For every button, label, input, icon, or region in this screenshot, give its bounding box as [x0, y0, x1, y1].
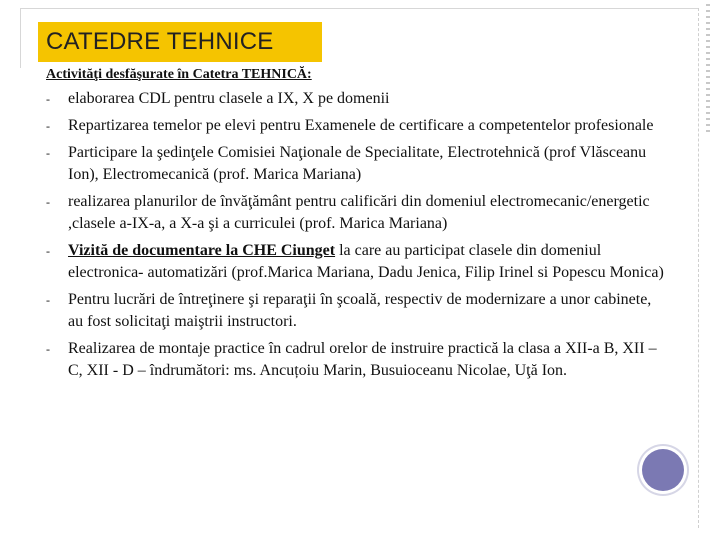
decorative-circle	[642, 449, 684, 491]
decorative-dots	[706, 4, 710, 134]
list-item	[46, 142, 666, 186]
bullet-text: Realizarea de montaje practice în cadrul orelor de instruire practică la clasa a XII-a B, XII – C, XII - D – îndrumători: ms. Ancuțoiu Marin, Busuioceanu Nicolae, Uţă Ion.	[68, 340, 657, 379]
slide-subheading: Activităţi desfăşurate în Catetra TEHNICĂ:	[46, 67, 312, 82]
bullet-marker: -	[46, 244, 50, 258]
list-item	[46, 191, 666, 235]
bullet-text	[68, 240, 666, 284]
list-item	[46, 338, 666, 382]
frame-right-line	[698, 8, 699, 528]
list-item	[46, 240, 666, 284]
list-item	[46, 88, 666, 110]
bullet-text: realizarea planurilor de învăţământ pentru calificări din domeniul electromecanic/energetic ,clasele a-IX-a, a X-a şi a curriculei (prof. Marica Mariana)	[68, 193, 650, 232]
bullet-marker: -	[46, 119, 50, 133]
bullet-text: Participare la şedinţele Comisiei Naţionale de Specialitate, Electrotehnică (prof Vlăsceanu Ion), Electromecanică (prof. Marica Mariana)	[68, 144, 647, 183]
bullet-marker: -	[46, 92, 50, 106]
bullet-text: Pentru lucrări de întreţinere şi reparaţii în şcoală, respectiv de modernizare a unor cabinete, au fost solicitaţi maiştrii instructori.	[68, 291, 652, 330]
frame-left-line	[20, 8, 21, 68]
bullet-text: Repartizarea temelor pe elevi pentru Examenele de certificare a competentelor profesionale	[68, 117, 654, 134]
bullet-marker: -	[46, 342, 50, 356]
list-item	[46, 289, 666, 333]
bullet-emphasis: Vizită de documentare la CHE Ciunget	[68, 242, 336, 259]
bullet-marker: -	[46, 195, 50, 209]
frame-top-line	[20, 8, 698, 9]
bullet-text-rest: la care au participat clasele din domeniul electronica- automatizări (prof.Marica Mariana, Dadu Jenica, Filip Irinel si Popescu Monica)	[68, 242, 664, 281]
bullet-marker: -	[46, 293, 50, 307]
list-item	[46, 115, 666, 137]
slide-title: CATEDRE TEHNICE	[46, 28, 274, 55]
bullet-list	[46, 88, 666, 387]
bullet-text: elaborarea CDL pentru clasele a IX, X pe domenii	[68, 90, 390, 107]
bullet-marker: -	[46, 146, 50, 160]
